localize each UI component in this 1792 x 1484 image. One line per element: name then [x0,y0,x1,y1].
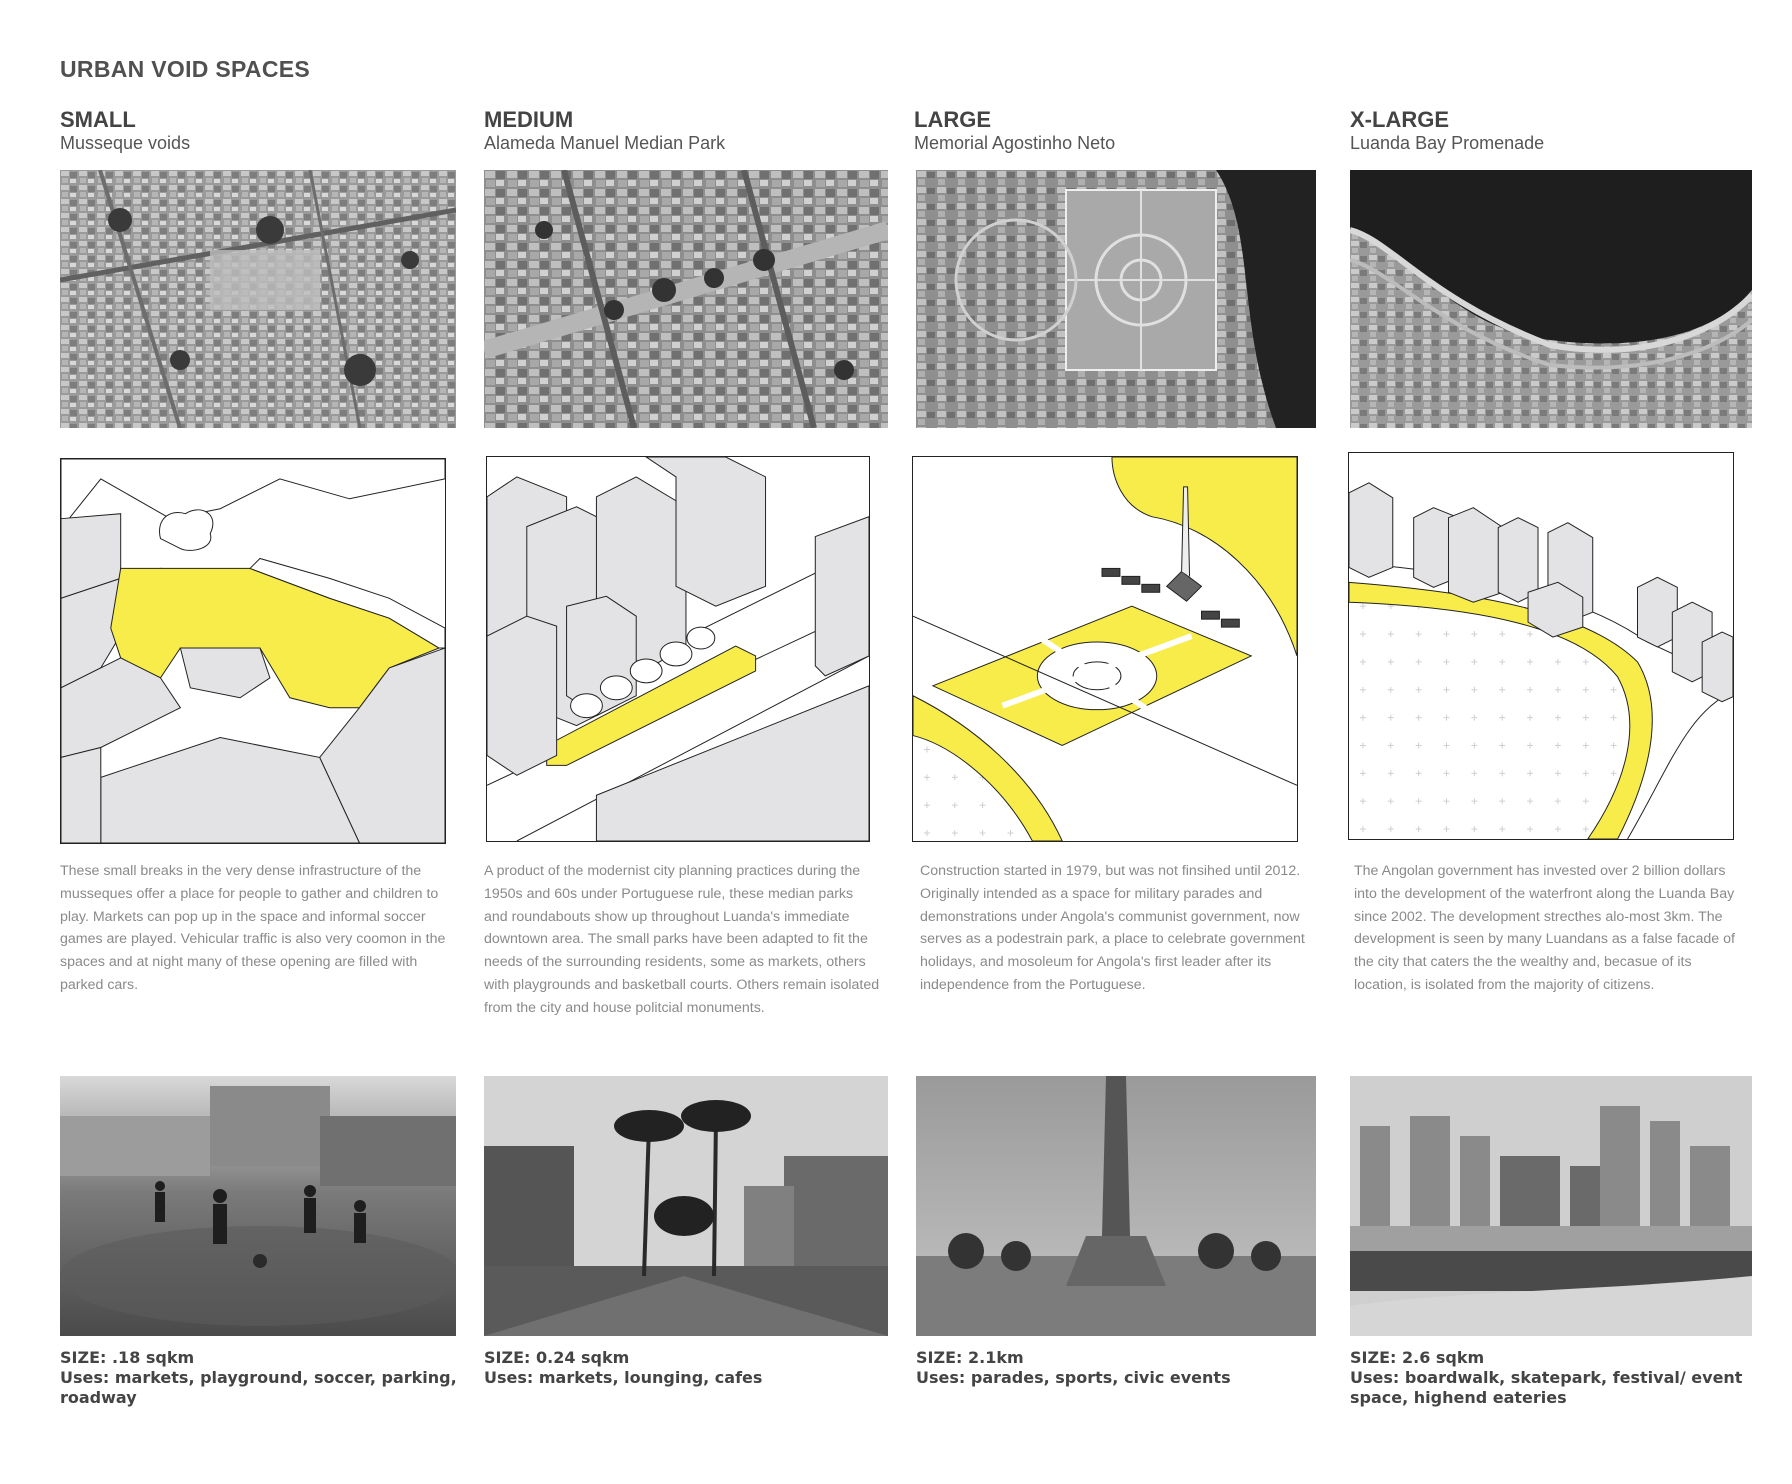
axonometric-diagram-small [60,458,446,844]
aerial-image-memorial [916,170,1316,428]
column-subtitle: Alameda Manuel Median Park [484,133,726,153]
column-header [484,108,904,154]
column-title: LARGE [914,107,991,132]
aerial-image-median-park [484,170,888,428]
size-uses-block [916,1348,1316,1388]
column-title: MEDIUM [484,107,574,132]
photo-children-soccer [60,1076,456,1336]
column-header [60,108,480,154]
size-uses-block [60,1348,460,1408]
axonometric-diagram-large [912,456,1298,842]
column-description: A product of the modernist city planning practices during the 1950s and 60s under Portuguese rule, these median parks and roundabouts show up throughout Luanda's immediate downtown area. The small parks have been adapted to fit the needs of the surrounding residents, some as markets, others with playgrounds and basketball courts. Others remain isolated from the city and house politcial monuments. [484,863,880,1016]
column-title: SMALL [60,107,136,132]
size-uses-block [484,1348,884,1388]
uses-label: Uses: boardwalk, skatepark, festival/ event space, highend eateries [1350,1368,1743,1407]
page-title: URBAN VOID SPACES [60,56,311,82]
size-label: SIZE: .18 sqkm [60,1348,195,1367]
photo-median-park-palms [484,1076,888,1336]
column-subtitle: Musseque voids [60,133,191,153]
photo-bay-skyline [1350,1076,1752,1336]
axonometric-diagram-x-large [1348,452,1734,840]
column-description: The Angolan government has invested over 2 billion dollars into the development of the waterfront along the Luanda Bay since 2002. The development strecthes alo-most 3km. The development is seen by many Luandans as a false facade of the city that caters the the wealthy and, becasue of its location, is isolated from the majority of citizens. [1354,863,1735,993]
aerial-image-musseque [60,170,456,428]
aerial-image-bay [1350,170,1752,428]
size-label: SIZE: 2.1km [916,1348,1024,1367]
uses-label: Uses: markets, playground, soccer, parking, roadway [60,1368,457,1407]
column-header [914,108,1334,154]
axonometric-diagram-medium [486,456,870,842]
column-header [1350,108,1770,154]
photo-memorial-tower [916,1076,1316,1336]
column-description: These small breaks in the very dense infrastructure of the musseques offer a place for people to gather and children to play. Markets can pop up in the space and informal soccer games are played. Vehicular traffic is also very coomon in the spaces and at night many of these opening are filled with parked cars. [60,863,446,993]
uses-label: Uses: parades, sports, civic events [916,1368,1231,1387]
uses-label: Uses: markets, lounging, cafes [484,1368,763,1387]
column-subtitle: Luanda Bay Promenade [1350,133,1545,153]
size-label: SIZE: 0.24 sqkm [484,1348,630,1367]
column-description: Construction started in 1979, but was not finsihed until 2012. Originally intended as a space for military parades and demonstrations under Angola's communist government, now serves as a podestrain park, a place to celebrate government holidays, and mosoleum for Angola's first leader after its independence from the Portuguese. [920,863,1305,993]
column-title: X-LARGE [1350,107,1449,132]
column-subtitle: Memorial Agostinho Neto [914,133,1116,153]
size-uses-block [1350,1348,1750,1408]
size-label: SIZE: 2.6 sqkm [1350,1348,1485,1367]
